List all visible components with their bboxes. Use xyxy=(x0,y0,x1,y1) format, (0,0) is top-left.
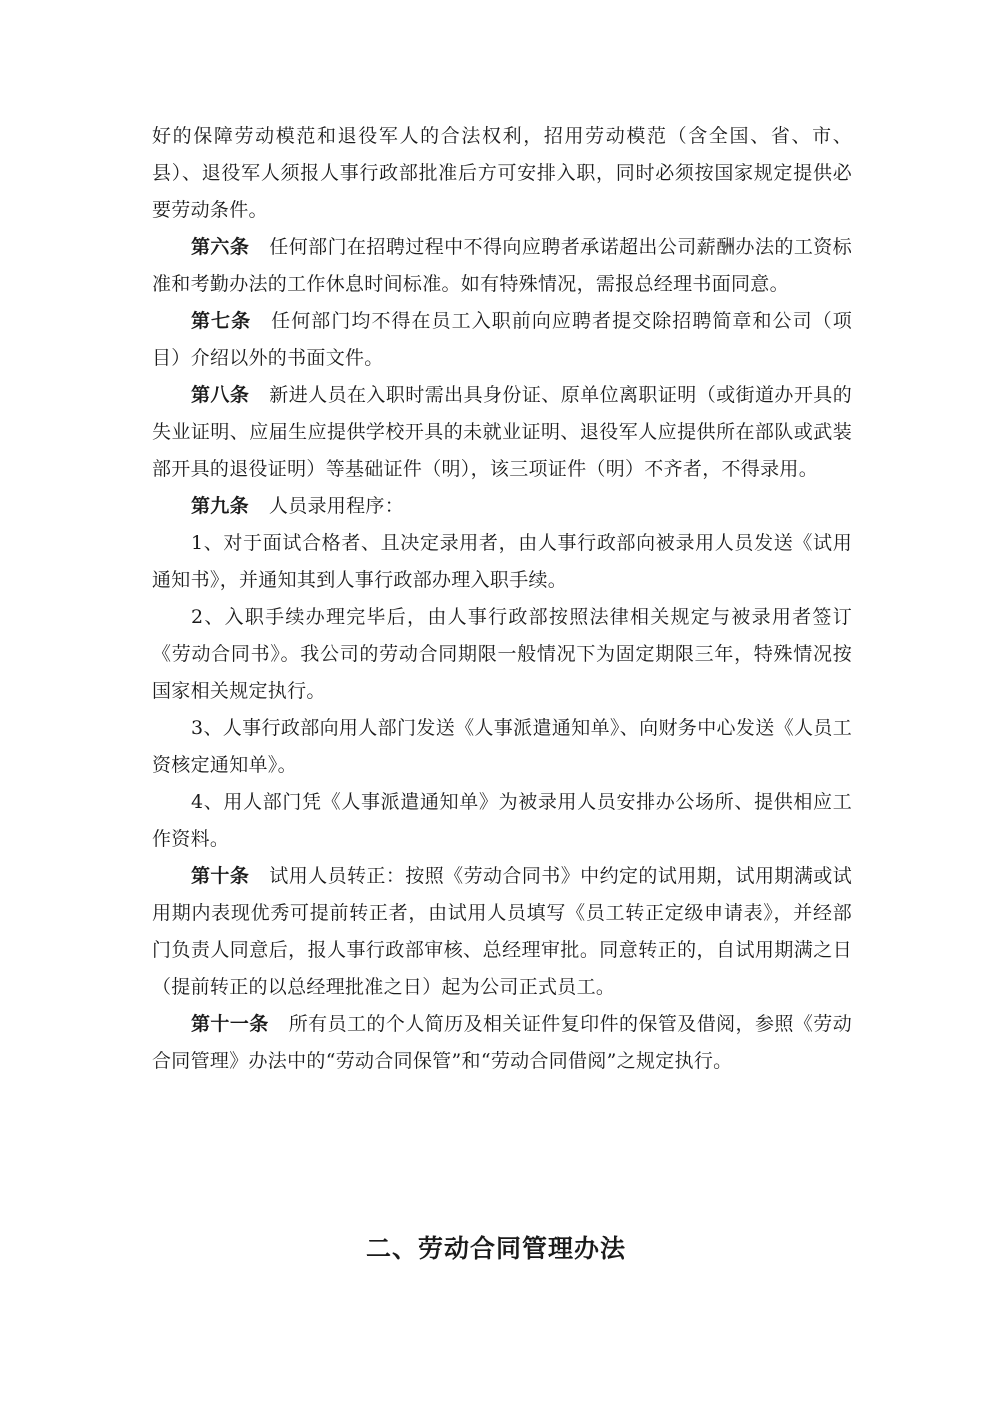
article-label: 第六条 xyxy=(191,236,250,258)
article-text: 所有员工的个人简历及相关证件复印件的保管及借阅，参照《劳动合同管理》办法中的“劳动合同保管”和“劳动合同借阅”之规定执行。 xyxy=(152,1013,853,1072)
article-text: 任何部门均不得在员工入职前向应聘者提交除招聘简章和公司（项目）介绍以外的书面文件。 xyxy=(152,310,853,369)
procedure-item-3 xyxy=(152,710,852,784)
procedure-item-1 xyxy=(152,525,852,599)
section-title: 二、劳动合同管理办法 xyxy=(365,1234,626,1263)
paragraph-text: 好的保障劳动模范和退役军人的合法权利，招用劳动模范（含全国、省、市、县）、退役军人须报人事行政部批准后方可安排入职，同时必须按国家规定提供必要劳动条件。 xyxy=(152,125,852,221)
article-label: 第十条 xyxy=(191,865,250,887)
procedure-item-2 xyxy=(152,599,852,710)
procedure-text: 4、用人部门凭《人事派遣通知单》为被录用人员安排办公场所、提供相应工作资料。 xyxy=(152,791,852,850)
article-text: 新进人员在入职时需出具身份证、原单位离职证明（或街道办开具的失业证明、应届生应提供学校开具的未就业证明、退役军人应提供所在部队或武装部开具的退役证明）等基础证件（明），该三项证件（明）不齐者，不得录用。 xyxy=(152,384,852,480)
article-8 xyxy=(152,377,852,488)
article-label: 第八条 xyxy=(191,384,250,406)
article-7 xyxy=(152,303,852,377)
article-9 xyxy=(152,488,852,525)
article-11 xyxy=(152,1006,852,1080)
article-label: 第七条 xyxy=(191,310,252,332)
paragraph-continuation xyxy=(152,118,852,229)
article-text: 任何部门在招聘过程中不得向应聘者承诺超出公司薪酬办法的工资标准和考勤办法的工作休息时间标准。如有特殊情况，需报总经理书面同意。 xyxy=(152,236,852,295)
procedure-text: 1、对于面试合格者、且决定录用者，由人事行政部向被录用人员发送《试用通知书》，并通知其到人事行政部办理入职手续。 xyxy=(152,532,852,591)
procedure-text: 3、人事行政部向用人部门发送《人事派遣通知单》、向财务中心发送《人员工资核定通知单》。 xyxy=(152,717,852,776)
document-body xyxy=(152,118,852,1080)
article-6 xyxy=(152,229,852,303)
article-label: 第十一条 xyxy=(191,1013,269,1035)
procedure-item-4 xyxy=(152,784,852,858)
procedure-text: 2、入职手续办理完毕后，由人事行政部按照法律相关规定与被录用者签订《劳动合同书》。我公司的劳动合同期限一般情况下为固定期限三年，特殊情况按国家相关规定执行。 xyxy=(152,606,852,702)
article-text: 人员录用程序： xyxy=(268,495,405,517)
article-text: 试用人员转正：按照《劳动合同书》中约定的试用期，试用期满或试用期内表现优秀可提前转正者，由试用人员填写《员工转正定级申请表》，并经部门负责人同意后，报人事行政部审核、总经理审批。同意转正的，自试用期满之日（提前转正的以总经理批准之日）起为公司正式员工。 xyxy=(152,865,852,998)
article-label: 第九条 xyxy=(191,495,249,517)
article-10 xyxy=(152,858,852,1006)
